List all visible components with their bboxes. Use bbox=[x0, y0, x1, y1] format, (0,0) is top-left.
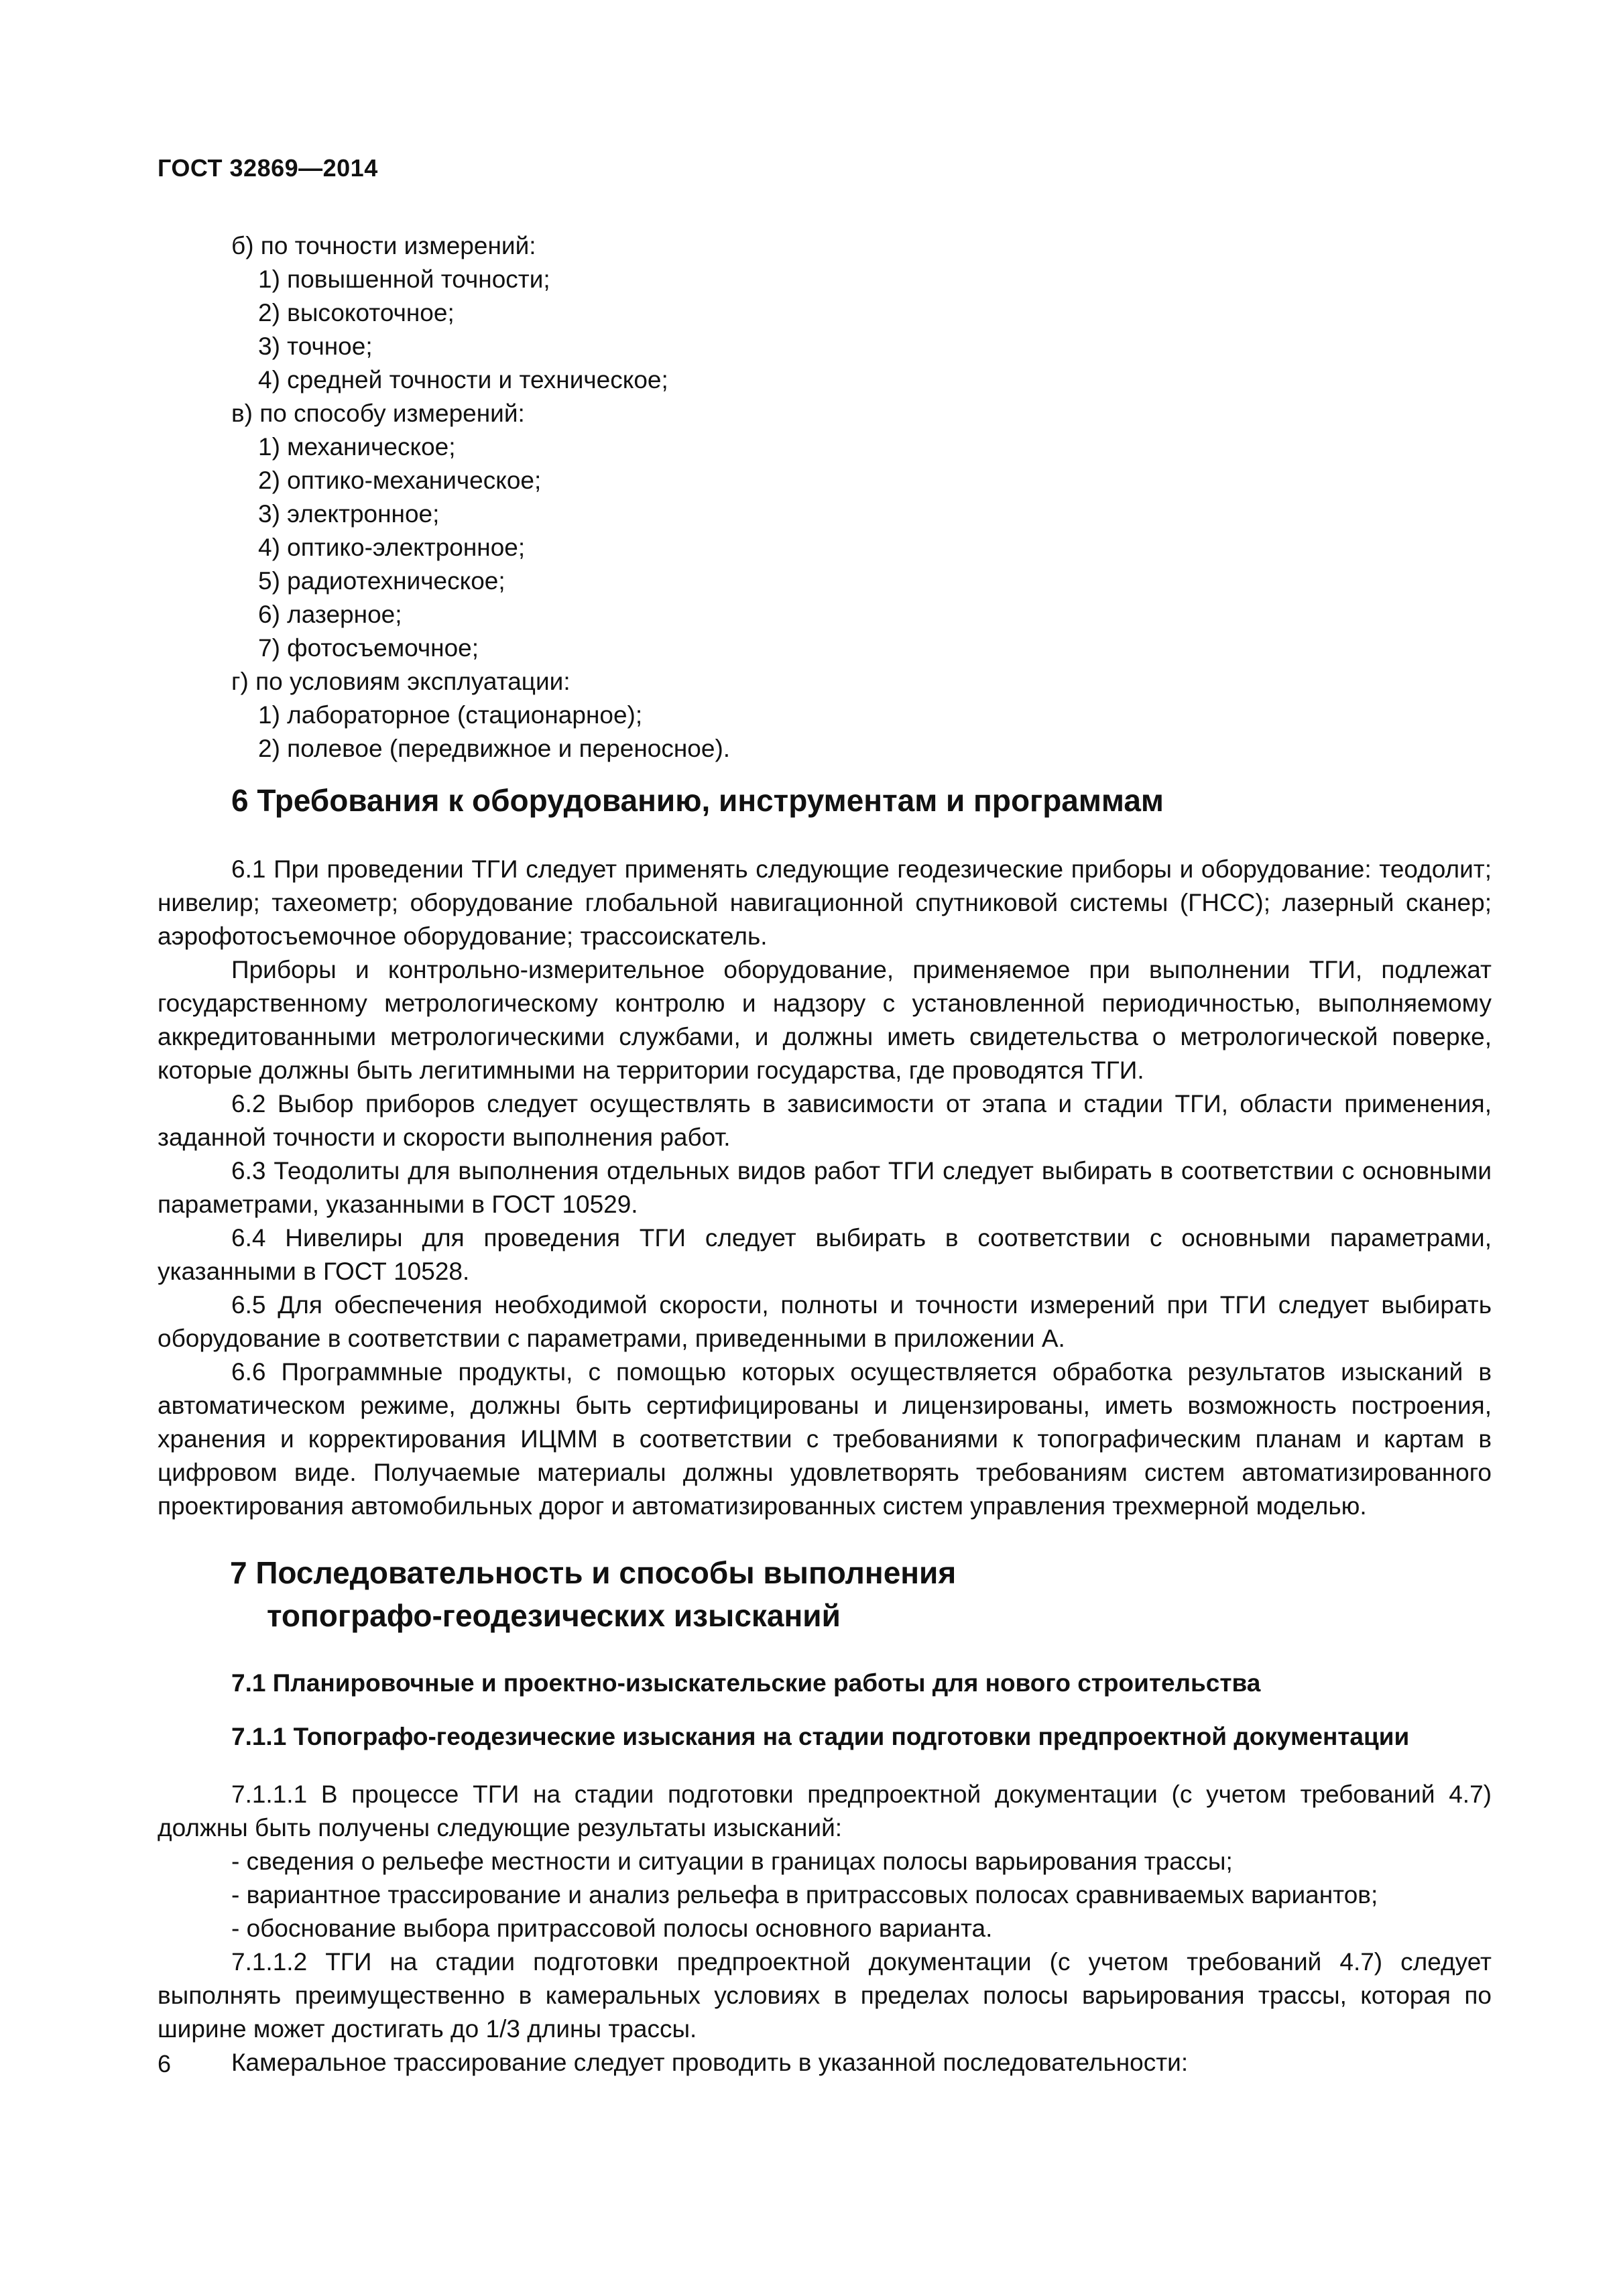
list-item: 7) фотосъемочное; bbox=[258, 634, 479, 662]
list-item: 3) электронное; bbox=[258, 500, 440, 528]
section-7-heading bbox=[158, 1551, 1492, 1637]
dash-item: - обоснование выбора притрассовой полосы основного варианта. bbox=[231, 1915, 993, 1942]
list-item: 6) лазерное; bbox=[258, 601, 402, 628]
section-7-heading-line-2: топографо-геодезических изысканий bbox=[267, 1598, 841, 1633]
dash-item: - вариантное трассирование и анализ рельефа в притрассовых полосах сравниваемых вариантов; bbox=[231, 1881, 1378, 1909]
list-item: 2) полевое (передвижное и переносное). bbox=[258, 735, 731, 762]
list-item: 5) радиотехническое; bbox=[258, 567, 505, 595]
paragraph-7-1-1-1: 7.1.1.1 В процессе ТГИ на стадии подготовки предпроектной документации (с учетом требований 4.7) должны быть получены следующие результаты изысканий: bbox=[158, 1780, 1492, 1841]
list-v-title: в) по способу измерений: bbox=[231, 400, 525, 427]
list-b-title: б) по точности измерений: bbox=[231, 232, 536, 259]
subsection-7-1-heading: 7.1 Планировочные и проектно-изыскательские работы для нового строительства bbox=[231, 1669, 1261, 1697]
section-7-heading-line-1: 7 Последовательность и способы выполнения bbox=[230, 1555, 957, 1590]
list-item: 1) лабораторное (стационарное); bbox=[258, 701, 643, 729]
page-number: 6 bbox=[158, 2050, 172, 2077]
list-g-title: г) по условиям эксплуатации: bbox=[231, 668, 570, 695]
page-content bbox=[158, 229, 1492, 2079]
list-item: 4) средней точности и техническое; bbox=[258, 366, 668, 394]
list-item: 2) оптико-механическое; bbox=[258, 467, 542, 494]
paragraph-camera-tracing: Камеральное трассирование следует проводить в указанной последовательности: bbox=[231, 2049, 1189, 2076]
list-item: 4) оптико-электронное; bbox=[258, 534, 526, 561]
subsection-7-1-1-heading: 7.1.1 Топографо-геодезические изыскания на стадии подготовки предпроектной документации bbox=[231, 1723, 1410, 1750]
paragraph-7-1-1-2: 7.1.1.2 ТГИ на стадии подготовки предпроектной документации (с учетом требований 4.7) следует выполнять преимущественно в камеральных условиях в пределах полосы варьирования трассы, которая по ширине может достигать до 1/3 длины трассы. bbox=[158, 1948, 1492, 2043]
dash-item: - сведения о рельефе местности и ситуации в границах полосы варьирования трассы; bbox=[231, 1848, 1233, 1875]
list-item: 2) высокоточное; bbox=[258, 299, 455, 326]
paragraph-6-2: 6.2 Выбор приборов следует осуществлять в зависимости от этапа и стадии ТГИ, области применения, заданной точности и скорости выполнения работ. bbox=[158, 1090, 1492, 1151]
section-6-heading: 6 Требования к оборудованию, инструментам и программам bbox=[231, 783, 1164, 818]
paragraph-6-6: 6.6 Программные продукты, с помощью которых осуществляется обработка результатов изысканий в автоматическом режиме, должны быть сертифицированы и лицензированы, иметь возможность построения, хранения и корректирования ИЦММ в соответствии с требованиями к топографическим планам и картам в цифровом виде. Получаемые материалы должны удовлетворять требованиям систем автоматизированного проектирования автомобильных дорог и автоматизированных систем управления трехмерной моделью. bbox=[158, 1358, 1492, 1520]
paragraph-6-5: 6.5 Для обеспечения необходимой скорости, полноты и точности измерений при ТГИ следует выбирать оборудование в соответствии с параметрами, приведенными в приложении А. bbox=[158, 1291, 1492, 1352]
paragraph-6-4: 6.4 Нивелиры для проведения ТГИ следует выбирать в соответствии с основными параметрами, указанными в ГОСТ 10528. bbox=[158, 1224, 1492, 1285]
list-item: 3) точное; bbox=[258, 333, 373, 360]
list-item: 1) повышенной точности; bbox=[258, 265, 550, 293]
paragraph-6-1: 6.1 При проведении ТГИ следует применять следующие геодезические приборы и оборудование: теодолит; нивелир; тахеометр; оборудование глобальной навигационной спутниковой системы (ГНСС); лазерный сканер; аэрофотосъемочное оборудование; трассоискатель. bbox=[158, 855, 1492, 950]
paragraph-6-3: 6.3 Теодолиты для выполнения отдельных видов работ ТГИ следует выбирать в соответствии с основными параметрами, указанными в ГОСТ 10529. bbox=[158, 1157, 1492, 1218]
paragraph-6-1-cont: Приборы и контрольно-измерительное оборудование, применяемое при выполнении ТГИ, подлежат государственному метрологическому контролю и надзору с установленной периодичностью, выполняемому аккредитованными метрологическими службами, и должны иметь свидетельства о метрологической поверке, которые должны быть легитимными на территории государства, где проводятся ТГИ. bbox=[158, 956, 1492, 1084]
standard-header: ГОСТ 32869—2014 bbox=[158, 154, 378, 182]
list-item: 1) механическое; bbox=[258, 433, 456, 461]
